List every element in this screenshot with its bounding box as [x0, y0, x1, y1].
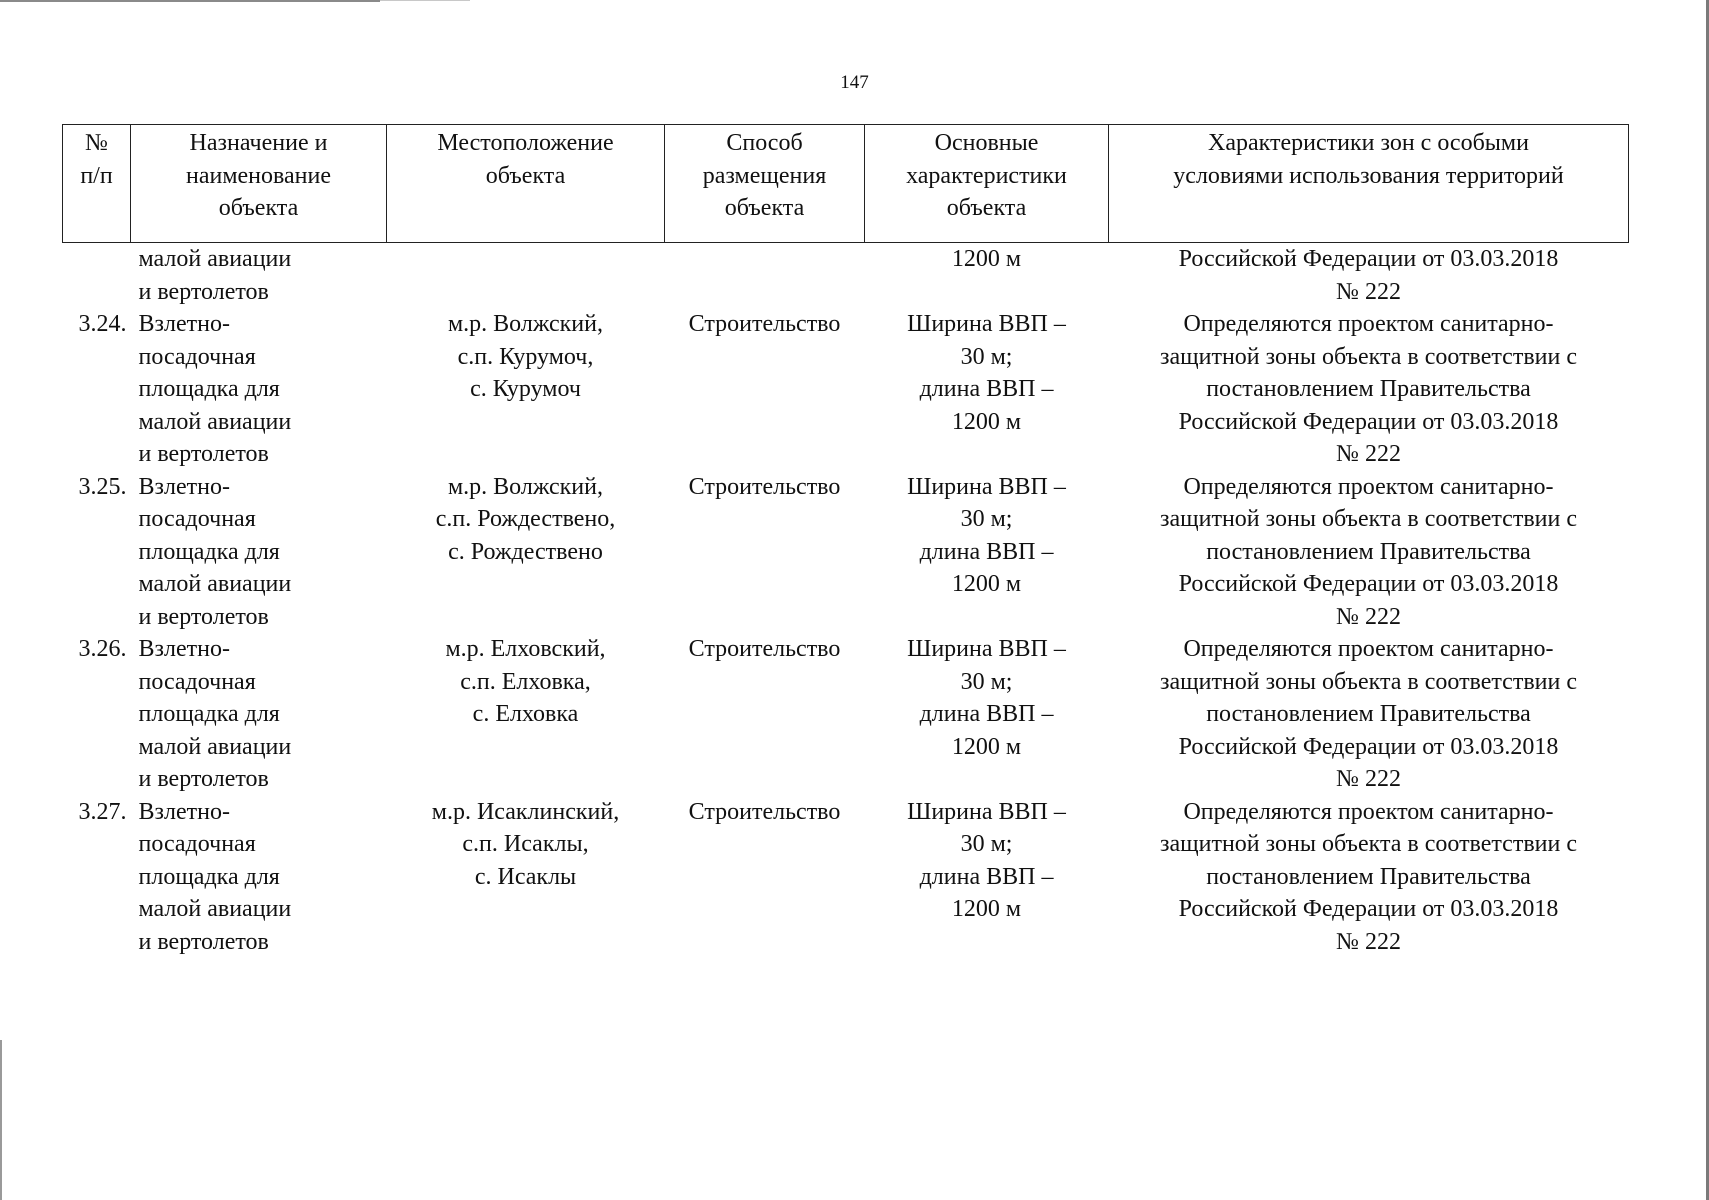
header-zones: Характеристики зон с особыми условиями использования территорий [1109, 125, 1629, 243]
objects-table [62, 124, 1629, 958]
header-number: № п/п [63, 125, 131, 243]
row-location [387, 243, 665, 309]
row-characteristics: Ширина ВВП – 30 м; длина ВВП – 1200 м [907, 311, 1066, 435]
row-number: 3.27. [78, 798, 127, 825]
scan-top-rule [0, 0, 380, 2]
row-number: 3.25. [78, 473, 127, 500]
row-name: Взлетно- посадочная площадка для малой авиации и вертолетов [138, 473, 292, 630]
row-zones: Определяются проектом санитарно- защитной зоны объекта в соответствии с постановлением Правительства Российской Федерации от 03.03.2018 № 222 [1160, 473, 1577, 630]
row-name: Взлетно- посадочная площадка для малой авиации и вертолетов [138, 798, 292, 955]
table-body [63, 243, 1629, 959]
row-zones: Российской Федерации от 03.03.2018 № 222 [1178, 246, 1559, 305]
row-method: Строительство [688, 636, 841, 662]
table-row [63, 308, 1629, 471]
header-method: Способ размещения объекта [665, 125, 865, 243]
row-number: 3.26. [78, 636, 127, 662]
row-method [665, 243, 865, 309]
row-characteristics: Ширина ВВП – 30 м; длина ВВП – 1200 м [907, 798, 1066, 922]
table-row-continuation [63, 243, 1629, 309]
scan-top-rule-faint [380, 0, 470, 1]
row-location: м.р. Елховский, с.п. Елховка, с. Елховка [445, 636, 606, 727]
page-number: 147 [840, 72, 869, 93]
header-characteristics: Основные характеристики объекта [865, 125, 1109, 243]
row-zones: Определяются проектом санитарно- защитной зоны объекта в соответствии с постановлением Правительства Российской Федерации от 03.03.2018 № 222 [1160, 636, 1577, 792]
row-location: м.р. Волжский, с.п. Рождествено, с. Рождествено [435, 473, 616, 565]
row-location: м.р. Исаклинский, с.п. Исаклы, с. Исаклы [431, 798, 620, 890]
row-zones: Определяются проектом санитарно- защитной зоны объекта в соответствии с постановлением Правительства Российской Федерации от 03.03.2018 № 222 [1160, 798, 1577, 955]
row-name: Взлетно- посадочная площадка для малой авиации и вертолетов [138, 311, 292, 467]
table-row [63, 633, 1629, 796]
row-characteristics: 1200 м [951, 246, 1022, 272]
table-header [63, 125, 1629, 243]
row-method: Строительство [688, 798, 841, 825]
header-location: Местоположение объекта [387, 125, 665, 243]
scan-left-edge [0, 1040, 2, 1200]
header-name: Назначение и наименование объекта [131, 125, 387, 243]
row-number: 3.24. [78, 311, 127, 337]
row-method: Строительство [688, 311, 841, 337]
row-name: Взлетно- посадочная площадка для малой авиации и вертолетов [138, 636, 292, 792]
row-zones: Определяются проектом санитарно- защитной зоны объекта в соответствии с постановлением Правительства Российской Федерации от 03.03.2018 № 222 [1160, 311, 1577, 467]
table-row [63, 796, 1629, 959]
row-location: м.р. Волжский, с.п. Курумоч, с. Курумоч [447, 311, 603, 402]
header-row [63, 125, 1629, 243]
row-characteristics: Ширина ВВП – 30 м; длина ВВП – 1200 м [907, 636, 1066, 760]
table-row [63, 471, 1629, 634]
row-characteristics: Ширина ВВП – 30 м; длина ВВП – 1200 м [907, 473, 1066, 597]
row-method: Строительство [688, 473, 841, 500]
row-name: малой авиации и вертолетов [138, 246, 292, 305]
row-number [63, 243, 131, 309]
